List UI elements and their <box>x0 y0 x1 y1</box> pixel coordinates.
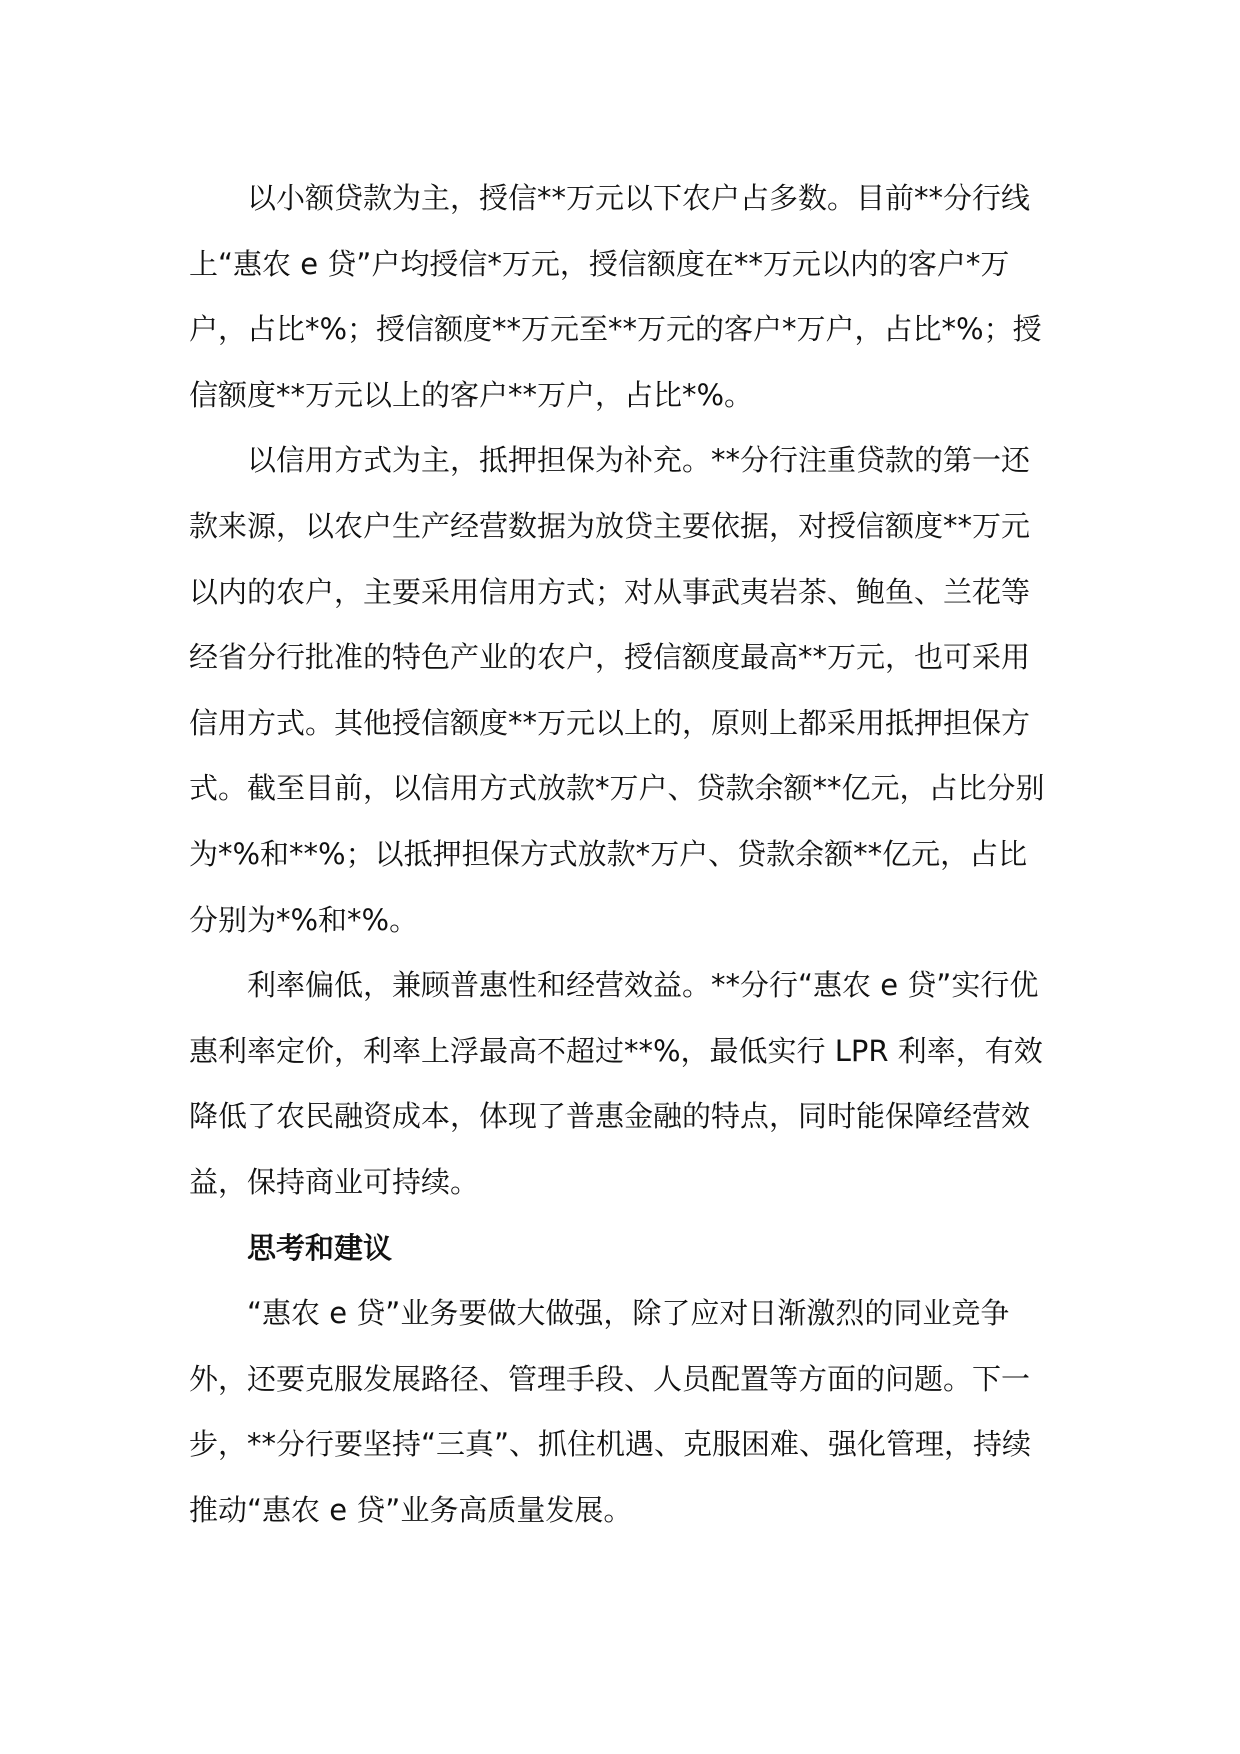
section-heading: 思考和建议 <box>247 1230 393 1265</box>
paragraph-interest-rate: 利率偏低，兼顾普惠性和经营效益。**分行“惠农 e 贷”实行优惠利率定价，利率上浮最高不超过**%，最低实行 LPR 利率，有效降低了农民融资成本，体现了普惠金融的特点，同时能保障经营效益，保持商业可持续。 <box>189 968 1043 1199</box>
paragraph-loan-size: 以小额贷款为主，授信**万元以下农户占多数。目前**分行线上“惠农 e 贷”户均授信*万元，授信额度在**万元以内的客户*万户，占比*%；授信额度**万元至**万元的客户*万户，占比*%；授信额度**万元以上的客户**万户，占比*%。 <box>189 181 1042 412</box>
paragraph-suggestions: “惠农 e 贷”业务要做大做强，除了应对日渐激烈的同业竞争外，还要克服发展路径、管理手段、人员配置等方面的问题。下一步，**分行要坚持“三真”、抓住机遇、克服困难、强化管理，持续推动“惠农 e 贷”业务高质量发展。 <box>189 1296 1032 1527</box>
paragraph-credit-method: 以信用方式为主，抵押担保为补充。**分行注重贷款的第一还款来源，以农户生产经营数据为放贷主要依据，对授信额度**万元以内的农户，主要采用信用方式；对从事武夷岩茶、鲍鱼、兰花等经省分行批准的特色产业的农户，授信额度最高**万元，也可采用信用方式。其他授信额度**万元以上的，原则上都采用抵押担保方式。截至目前，以信用方式放款*万户、贷款余额**亿元，占比分别为*%和**%；以抵押担保方式放款*万户、贷款余额**亿元，占比分别为*%和*%。 <box>189 443 1045 937</box>
document-body <box>189 166 1055 1543</box>
